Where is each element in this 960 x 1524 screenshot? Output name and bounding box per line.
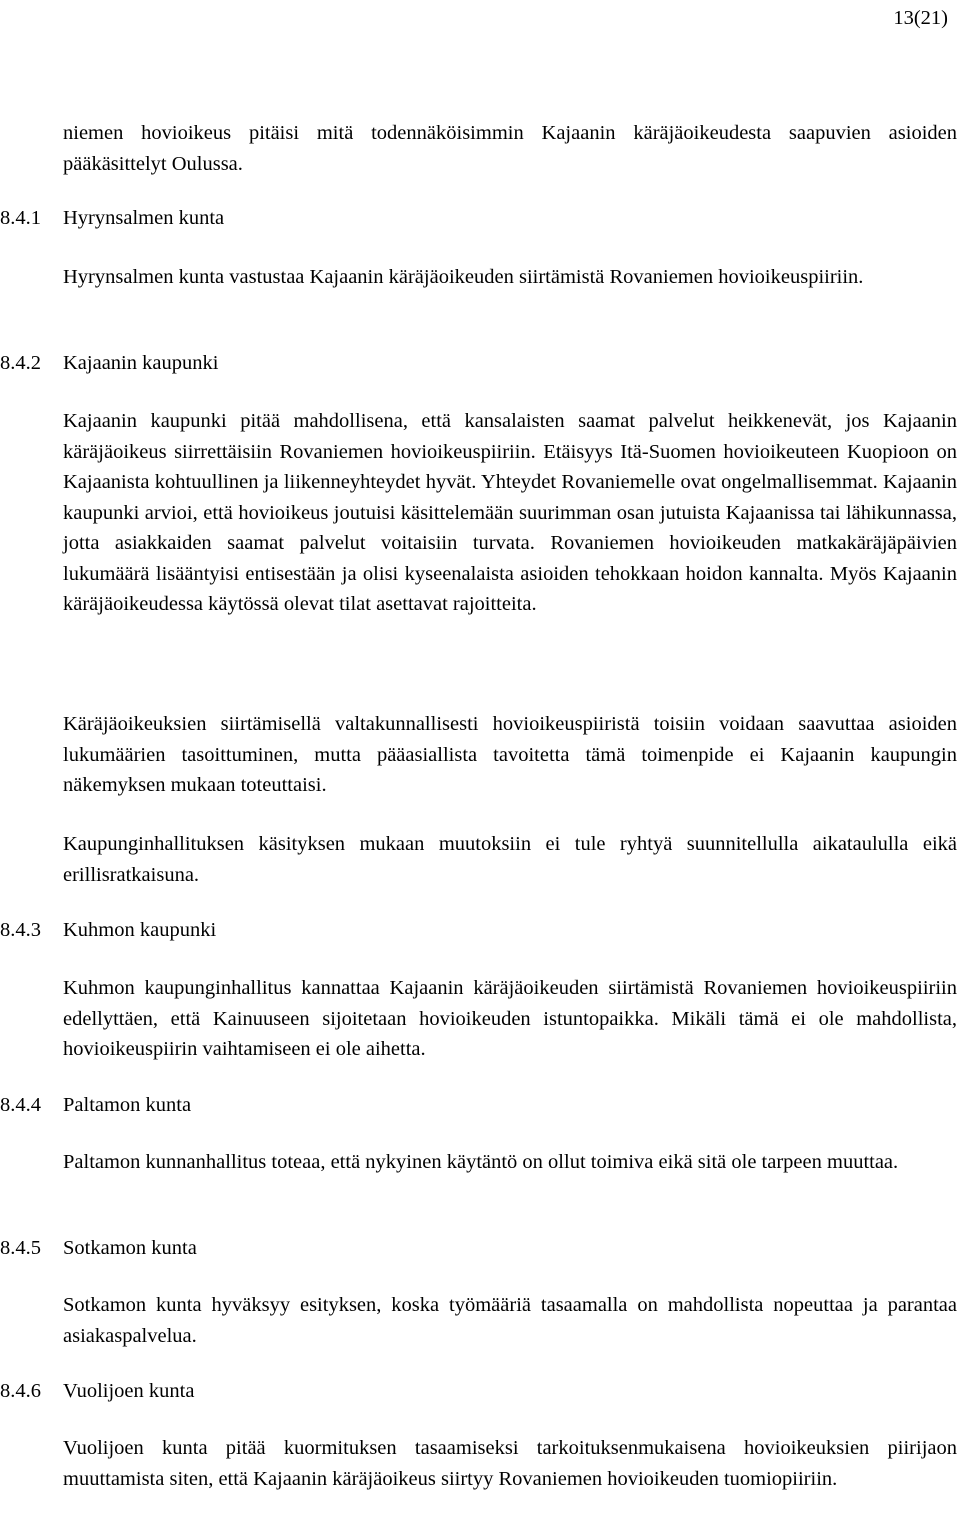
section-heading-8-4-5 [0,1233,197,1263]
section-number: 8.4.5 [0,1237,41,1259]
section-number: 8.4.4 [0,1094,41,1116]
kajaani-paragraph-3: Kaupunginhallituksen käsityksen mukaan muutoksiin ei tule ryhtyä suunnitellulla aikataululla eikä erillisratkaisuna. [63,833,957,886]
vuolijoki-paragraph: Vuolijoen kunta pitää kuormituksen tasaamiseksi tarkoituksenmukaisena hovioikeuksien piirijaon muuttamista siten, että Kajaanin käräjäoikeus siirtyy Rovaniemen hovioikeuden tuomiopiiriin. [63,1437,957,1490]
section-title: Vuolijoen kunta [63,1380,195,1402]
section-title: Paltamon kunta [63,1094,192,1116]
section-number: 8.4.1 [0,207,41,229]
section-title: Sotkamon kunta [63,1237,197,1259]
kuhmo-paragraph: Kuhmon kaupunginhallitus kannattaa Kajaanin käräjäoikeuden siirtämistä Rovaniemen hovioikeuspiiriin edellyttäen, että Kainuuseen sijoitetaan hovioikeuden istuntopaikka. Mikäli tämä ei ole mahdollista, hovioikeuspiirin vaihtamiseen ei ole aihetta. [63,977,957,1060]
section-heading-8-4-6 [0,1376,194,1406]
section-number: 8.4.2 [0,352,41,374]
section-title: Hyrynsalmen kunta [63,207,225,229]
intro-paragraph: niemen hovioikeus pitäisi mitä todennäköisimmin Kajaanin käräjäoikeudesta saapuvien asioiden pääkäsittelyt Oulussa. [63,122,957,175]
section-heading-8-4-2 [0,348,218,378]
paltamo-paragraph: Paltamon kunnanhallitus toteaa, että nykyinen käytäntö on ollut toimiva eikä sitä ole tarpeen muuttaa. [63,1151,899,1173]
hyrynsalmi-paragraph: Hyrynsalmen kunta vastustaa Kajaanin käräjäoikeuden siirtämistä Rovaniemen hovioikeuspiiriin. [63,266,864,288]
section-heading-8-4-4 [0,1090,191,1120]
section-heading-8-4-1 [0,203,224,233]
section-title: Kuhmon kaupunki [63,919,217,941]
kajaani-paragraph-2: Käräjäoikeuksien siirtämisellä valtakunnallisesti hovioikeuspiiristä toisiin voidaan saavuttaa asioiden lukumäärien tasoittuminen, mutta pääasiallista tavoitetta tämä toimenpide ei Kajaanin kaupungin näkemyksen mukaan toteuttaisi. [63,713,957,796]
section-number: 8.4.6 [0,1380,41,1402]
sotkamo-paragraph: Sotkamon kunta hyväksyy esityksen, koska työmääriä tasaamalla on mahdollista nopeuttaa ja parantaa asiakaspalvelua. [63,1294,957,1347]
section-number: 8.4.3 [0,919,41,941]
section-title: Kajaanin kaupunki [63,352,219,374]
kajaani-paragraph-1: Kajaanin kaupunki pitää mahdollisena, että kansalaisten saamat palvelut heikkenevät, jos Kajaanin käräjäoikeus siirrettäisiin Rovaniemen hovioikeuspiiriin. Etäisyys Itä-Suomen hovioikeuteen Kuopioon on Kajaanista kohtuullinen ja liikenneyhteydet hyvät. Yhteydet Rovaniemelle ovat ongelmallisemmat. Kajaanin kaupunki arvioi, että hovioikeus joutuisi käsittelemään suurimman osan jutuista Kajaanissa tai lähikunnassa, jotta asiakkaiden saamat palvelut voitaisiin turvata. Rovaniemen hovioikeuden matkakäräjäpäivien lukumäärä lisääntyisi entisestään ja olisi kyseenalaista asioiden tehokkaan hoidon kannalta. Myös Kajaanin käräjäoikeudessa käytössä olevat tilat asettavat rajoitteita. [63,410,957,615]
page-number: 13(21) [893,7,948,29]
section-heading-8-4-3 [0,915,216,945]
